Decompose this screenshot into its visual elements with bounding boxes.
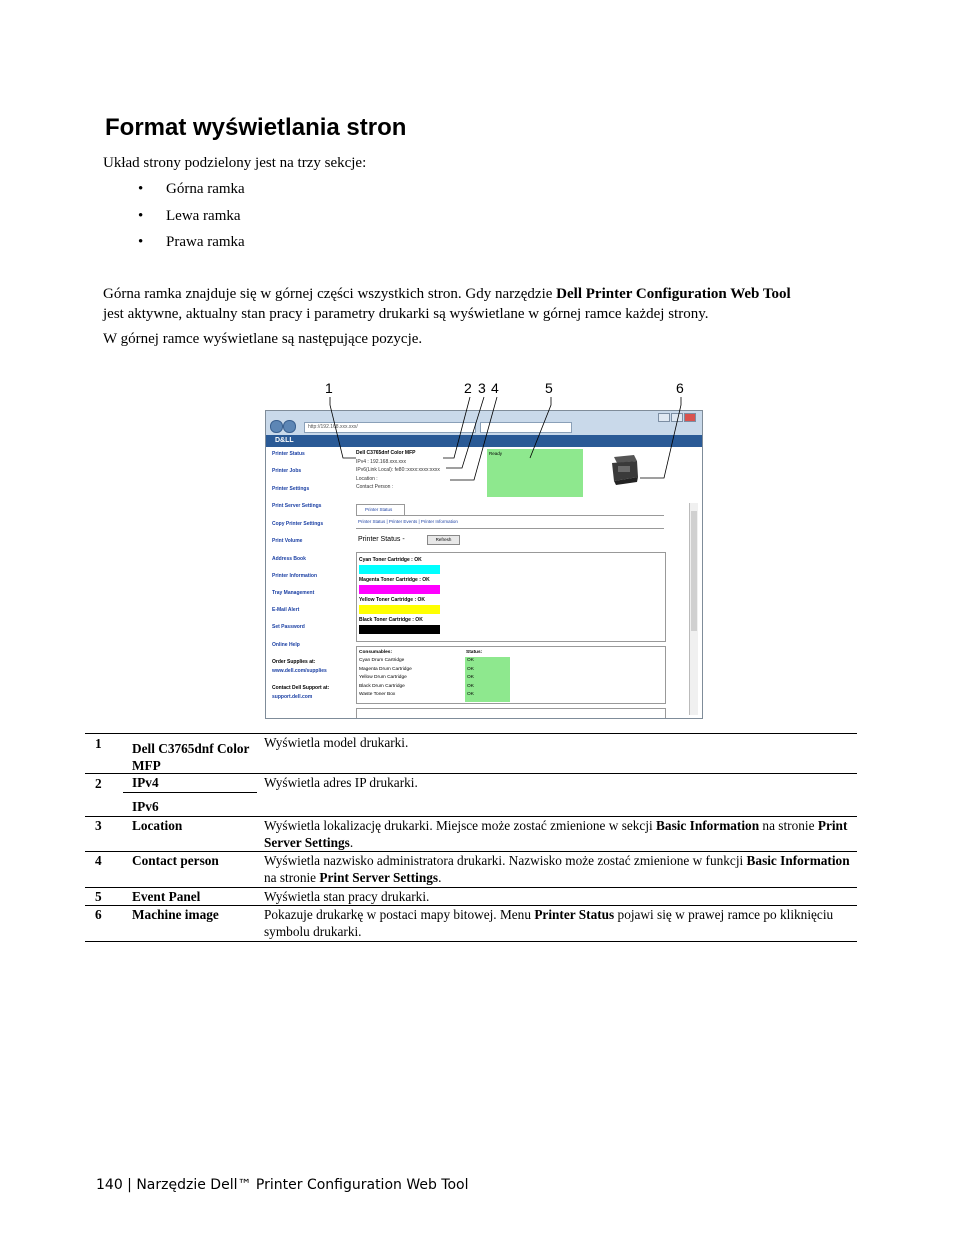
table-row: 1 Dell C3765dnf Color MFP Wyświetla model drukarki. bbox=[85, 733, 857, 734]
nav-printer-info: Printer Information bbox=[272, 573, 318, 579]
forward-icon bbox=[283, 420, 296, 433]
printer-model: Dell C3765dnf Color MFP bbox=[356, 450, 416, 456]
contact-field: Contact Person : bbox=[356, 484, 394, 490]
status-title: Printer Status - bbox=[358, 536, 405, 543]
nav-help: Online Help bbox=[272, 642, 300, 648]
list-item: • Lewa ramka bbox=[138, 206, 245, 233]
callout-6: 6 bbox=[676, 380, 684, 396]
magenta-bar bbox=[359, 585, 440, 594]
nav-email: E-Mail Alert bbox=[272, 607, 300, 613]
cartridge-panel: Cyan Toner Cartridge : OK Magenta Toner Cartridge : OK Yellow Toner Cartridge : OK Black Toner Cartridge : OK bbox=[356, 552, 666, 642]
table-row: 3 Location Wyświetla lokalizację drukarki. Miejsce może zostać zmienione w sekcji Basic Information na stronie Print Server Settings. bbox=[85, 816, 857, 817]
nav-print-server: Print Server Settings bbox=[272, 503, 322, 509]
nav-print-volume: Print Volume bbox=[272, 538, 303, 544]
ipv6-field: IPv6(Link Local): fe80::xxxx:xxxx:xxxx bbox=[356, 467, 440, 473]
location-field: Location : bbox=[356, 476, 378, 482]
nav-printer-jobs: Printer Jobs bbox=[272, 468, 302, 474]
tab-printer-status: Printer Status bbox=[356, 504, 405, 515]
address-bar: http://192.168.xxx.xxx/ bbox=[304, 422, 476, 433]
scrollbar bbox=[689, 503, 698, 715]
list-item: • Górna ramka bbox=[138, 179, 245, 206]
nav-support: Contact Dell Support at: bbox=[272, 685, 330, 691]
dell-header bbox=[266, 435, 702, 447]
minimize-icon bbox=[658, 413, 670, 422]
section-list bbox=[138, 179, 245, 259]
refresh-button: Refresh bbox=[427, 535, 460, 545]
nav-tray: Tray Management bbox=[272, 590, 315, 596]
callout-5: 5 bbox=[545, 380, 553, 396]
nav-address-book: Address Book bbox=[272, 556, 306, 562]
nav-copy-settings: Copy Printer Settings bbox=[272, 521, 324, 527]
consumables-panel: Consumables: Status: Cyan Drum Cartridge OK Magenta Drum Cartridge OK Yellow Drum Cartridge OK Black Drum Cartridge OK Waste Toner Box OK bbox=[356, 646, 666, 704]
paragraph-items: W górnej ramce wyświetlane są następujące pozycje. bbox=[103, 331, 423, 347]
table-row: 4 Contact person Wyświetla nazwisko administratora drukarki. Nazwisko może zostać zmienione w funkcji Basic Information na stronie Print Server Settings. bbox=[85, 851, 857, 852]
table-row: 5 Event Panel Wyświetla stan pracy drukarki. bbox=[85, 887, 857, 888]
dell-logo: D&LL bbox=[275, 437, 294, 444]
table-row: 6 Machine image Pokazuje drukarkę w postaci mapy bitowej. Menu Printer Status pojawi się w prawej ramce po kliknięciu symbolu drukarki. bbox=[85, 905, 857, 906]
web-tool-screenshot bbox=[265, 410, 703, 719]
page-footer: 140 | Narzędzie Dell™ Printer Configuration Web Tool bbox=[96, 1177, 469, 1193]
close-icon bbox=[684, 413, 696, 422]
nav-printer-settings: Printer Settings bbox=[272, 486, 310, 492]
nav-printer-status: Printer Status bbox=[272, 451, 305, 457]
intro-text: Układ strony podzielony jest na trzy sekcje: bbox=[103, 155, 367, 171]
nav-password: Set Password bbox=[272, 624, 305, 630]
sub-tabs: Printer Status | Printer Events | Printer Information bbox=[358, 519, 458, 524]
callout-3: 3 bbox=[478, 380, 486, 396]
nav-order: Order Supplies at: bbox=[272, 659, 316, 665]
list-item: • Prawa ramka bbox=[138, 232, 245, 259]
nav-order-link: www.dell.com/supplies bbox=[272, 668, 327, 674]
page-title: Format wyświetlania stron bbox=[105, 114, 407, 141]
callout-4: 4 bbox=[491, 380, 499, 396]
browser-tab bbox=[480, 422, 572, 433]
event-panel: Ready bbox=[487, 449, 583, 497]
browser-chrome bbox=[266, 411, 702, 435]
yellow-bar bbox=[359, 605, 440, 614]
paragraph-top-frame: Górna ramka znajduje się w górnej części wszystkich stron. Gdy narzędzie Dell Printer Configuration Web Tool jest aktywne, aktualny stan pracy i parametry drukarki są wyświetlane w górnej ramce każdej strony. bbox=[103, 286, 791, 322]
nav-support-link: support.dell.com bbox=[272, 694, 313, 700]
ipv4-field: IPv4 : 192.168.xxx.xxx bbox=[356, 459, 407, 465]
printer-machine-image bbox=[610, 449, 640, 487]
back-icon bbox=[270, 420, 283, 433]
maximize-icon bbox=[671, 413, 683, 422]
callout-1: 1 bbox=[325, 380, 333, 396]
black-bar bbox=[359, 625, 440, 634]
callout-2: 2 bbox=[464, 380, 472, 396]
table-row: 2 IPv4 IPv6 Wyświetla adres IP drukarki. bbox=[85, 773, 857, 774]
cyan-bar bbox=[359, 565, 440, 574]
